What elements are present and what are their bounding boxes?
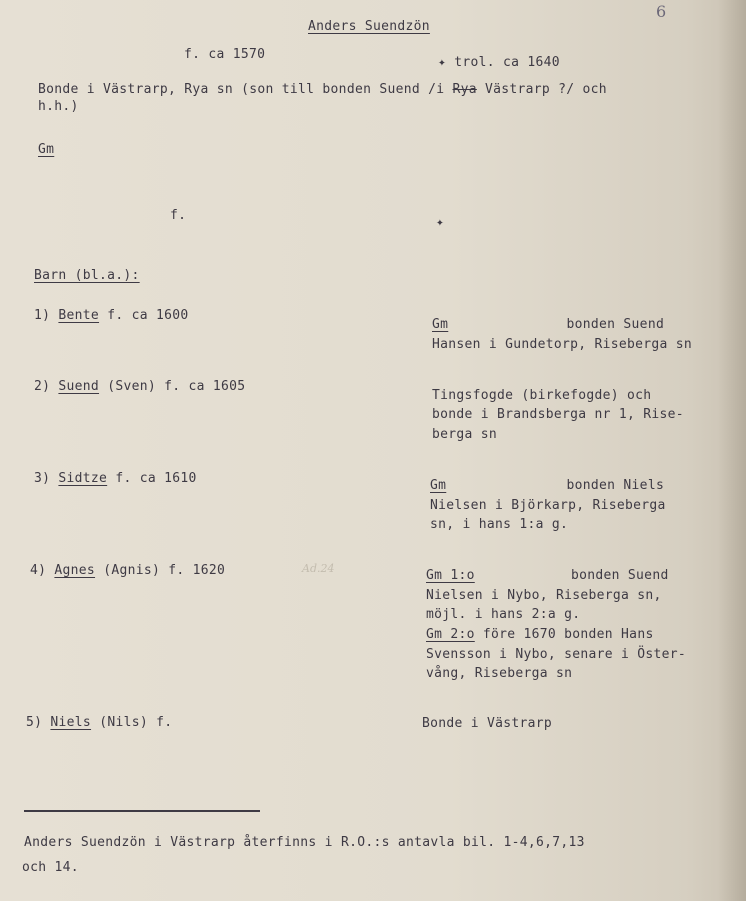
child-name: Agnes — [54, 563, 96, 578]
spouse-label: Gm 2:o — [426, 627, 475, 642]
spouse-label: Gm — [432, 317, 449, 332]
child-2-info-line: berga sn — [432, 427, 498, 442]
child-number: 3) — [34, 471, 51, 486]
child-2-info-line: bonde i Brandsberga nr 1, Rise- — [432, 407, 684, 422]
child-entry-2 — [34, 377, 245, 397]
footnote-line-1: Anders Suendzön i Västrarp återfinns i R.O.:s antavla bil. 1-4,6,7,13 — [24, 835, 585, 850]
child-number: 4) — [30, 563, 47, 578]
spouse-label: Gm 1:o — [426, 568, 475, 583]
children-heading — [34, 266, 140, 286]
child-4-info-line: Nielsen i Nybo, Riseberga sn, — [426, 588, 662, 603]
child-number: 1) — [34, 308, 51, 323]
child-details: f. ca 1600 — [107, 308, 189, 323]
description-text: Bonde i Västrarp, Rya sn (son till bonden Suend /i — [38, 82, 445, 97]
description-text-end: Västrarp ?/ och — [485, 82, 607, 97]
spouse-info: bonden Suend — [571, 568, 669, 583]
page-number-mark: 6 — [656, 2, 667, 21]
child-3-info-line: Nielsen i Björkarp, Riseberga — [430, 498, 666, 513]
child-3-info-line: sn, i hans 1:a g. — [430, 517, 569, 532]
child-4-info-line: möjl. i hans 2:a g. — [426, 607, 581, 622]
struck-word: Rya — [452, 82, 477, 97]
children-heading-text: Barn (bl.a.): — [34, 268, 140, 283]
footnote-divider — [24, 810, 260, 812]
spouse-info: bonden Suend — [566, 317, 665, 332]
child-name: Suend — [58, 379, 100, 394]
child-4-spouse-line-2 — [426, 625, 654, 645]
child-4-info-line: Svensson i Nybo, senare i Öster- — [426, 647, 687, 662]
child-name: Bente — [58, 308, 100, 323]
child-details: (Nils) f. — [99, 715, 173, 730]
spouse-label: Gm — [38, 142, 55, 157]
child-1-info-line: Hansen i Gundetorp, Riseberga sn — [432, 337, 693, 352]
spouse-birth: f. — [170, 208, 187, 223]
death-date: ✦ trol. ca 1640 — [438, 55, 560, 70]
pencil-annotation: Ad.24 — [302, 562, 335, 575]
child-3-spouse-line — [430, 476, 664, 496]
spouse-info: före 1670 bonden Hans — [482, 627, 654, 642]
child-5-info-line: Bonde i Västrarp — [422, 716, 553, 731]
child-details: f. ca 1610 — [115, 471, 197, 486]
spouse-info: bonden Niels — [566, 478, 665, 493]
child-1-spouse-line — [432, 315, 664, 335]
document-title: Anders Suendzön — [308, 19, 430, 34]
description-line-1 — [38, 80, 607, 100]
child-entry-3 — [34, 469, 197, 489]
footnote-line-2: och 14. — [22, 860, 79, 875]
child-name: Niels — [50, 715, 92, 730]
child-entry-4 — [30, 561, 225, 581]
child-details: (Agnis) f. 1620 — [103, 563, 226, 578]
child-number: 2) — [34, 379, 51, 394]
description-line-2: h.h.) — [38, 99, 79, 114]
spouse-death: ✦ — [436, 215, 445, 230]
child-name: Sidtze — [58, 471, 108, 486]
child-details: (Sven) f. ca 1605 — [107, 379, 246, 394]
child-entry-1 — [34, 306, 188, 326]
spouse-label: Gm — [430, 478, 447, 493]
birth-date: f. ca 1570 — [184, 47, 266, 62]
child-2-info-line: Tingsfogde (birkefogde) och — [432, 388, 652, 403]
child-entry-5 — [26, 713, 172, 733]
child-4-spouse-line-1 — [426, 566, 669, 586]
child-4-info-line: vång, Riseberga sn — [426, 666, 573, 681]
child-number: 5) — [26, 715, 43, 730]
